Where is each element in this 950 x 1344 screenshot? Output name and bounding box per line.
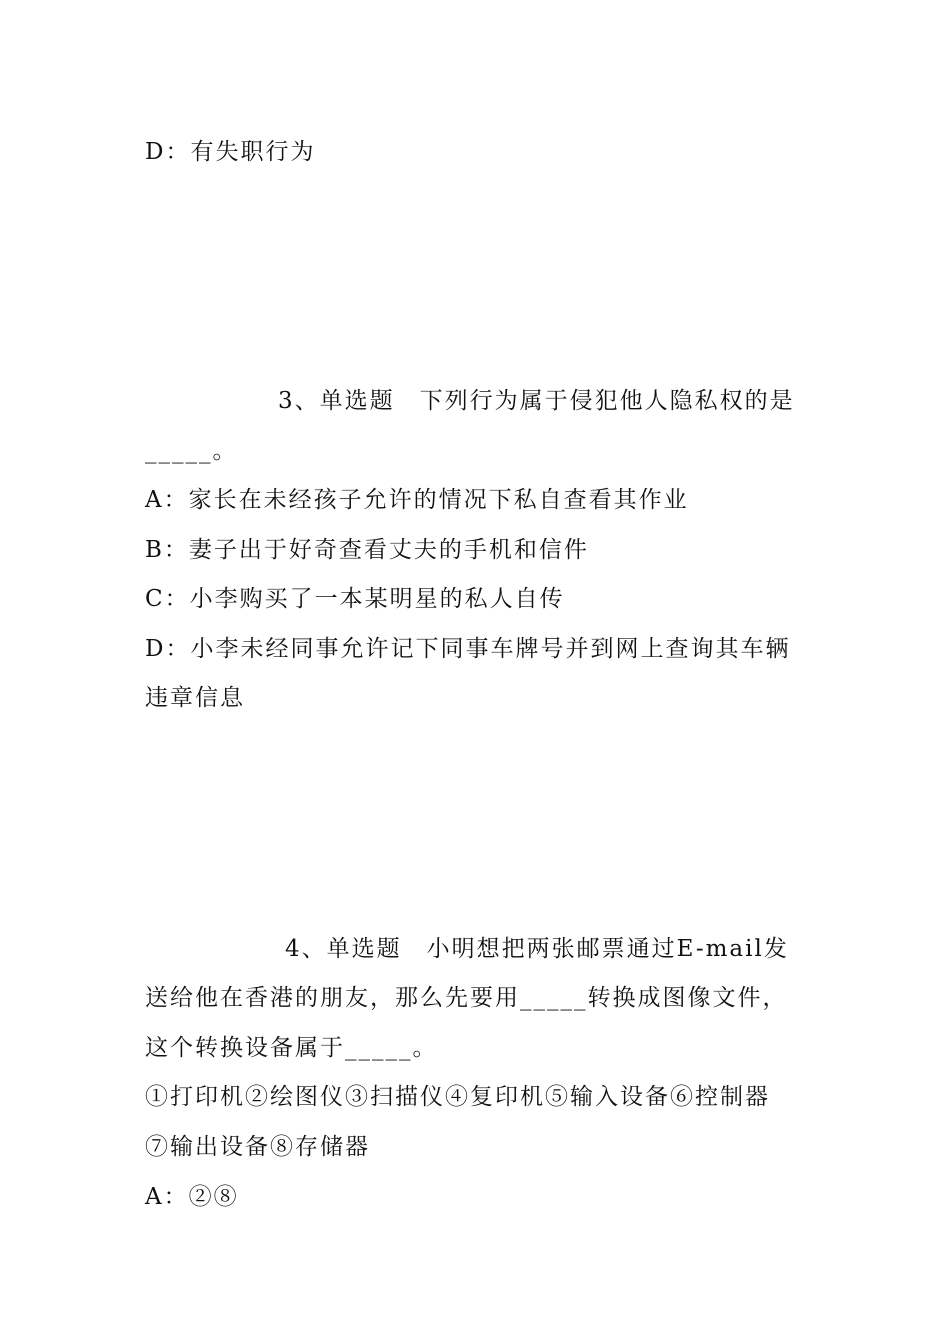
q4-stem-line-1: 4、单选题 小明想把两张邮票通过E-mail发: [285, 936, 789, 962]
q3-option-b: B：妻子出于好奇查看丈夫的手机和信件: [145, 537, 589, 563]
q3-option-a: A：家长在未经孩子允许的情况下私自查看其作业: [145, 487, 689, 513]
q4-stem-line-3: 这个转换设备属于_____。: [145, 1035, 438, 1061]
q4-option-a: A：②⑧: [145, 1184, 239, 1210]
q3-stem-line-1: 3、单选题 下列行为属于侵犯他人隐私权的是: [278, 388, 795, 414]
q4-choices-line-2: ⑦输出设备⑧存储器: [145, 1134, 370, 1160]
q3-stem-line-2: _____。: [145, 438, 238, 464]
q4-stem-line-2: 送给他在香港的朋友，那么先要用_____转换成图像文件，: [145, 985, 788, 1011]
q3-option-d: D：小李未经同事允许记下同事车牌号并到网上查询其车辆: [145, 636, 791, 662]
q3-option-d-continued: 违章信息: [145, 685, 245, 711]
q2-option-d: D：有失职行为: [145, 139, 316, 165]
q3-option-c: C：小李购买了一本某明星的私人自传: [145, 586, 565, 612]
q4-choices-line-1: ①打印机②绘图仪③扫描仪④复印机⑤输入设备⑥控制器: [145, 1084, 770, 1110]
